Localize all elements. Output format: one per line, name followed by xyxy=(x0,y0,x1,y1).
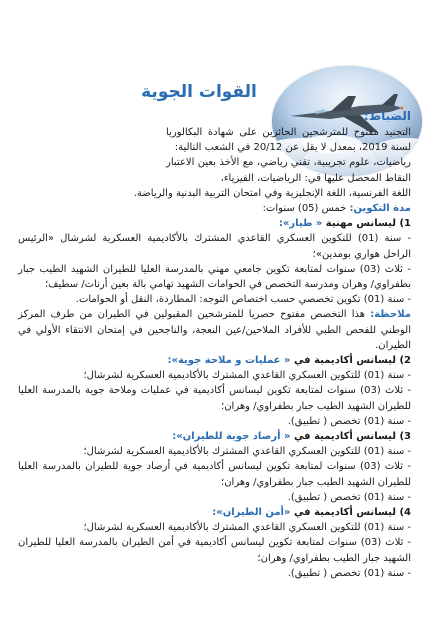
section-1-line-1: - سنة (01) للتكوين العسكري القاعدي المشترك بالأكاديمية العسكرية لشرشال «الرئيس الراحل هواري بومدين»؛ xyxy=(18,233,411,260)
section-3-line-1: - سنة (01) للتكوين العسكري القاعدي المشترك بالأكاديمية العسكرية لشرشال؛ xyxy=(83,446,411,458)
note-label: ملاحظة: xyxy=(370,309,411,321)
section-3-line-2: - ثلاث (03) سنوات لمتابعة تكوين ليسانس أكاديمية في أرصاد جوية للطيران بالمدرسة العليا للطيران الشهيد الطيب جبار بطفراوي/ وهران؛ xyxy=(18,461,411,488)
content xyxy=(18,108,411,581)
section-1-title: ليسانس مهنية xyxy=(325,218,396,230)
section-4-line-2: - ثلاث (03) سنوات لمتابعة تكوين ليسانس أكاديمية في أمن الطيران بالمدرسة العليا للطيران الشهيد جبار الطيب بطفراوي/ وهران؛ xyxy=(18,537,412,564)
section-4-highlight: «أمن الطيران»: xyxy=(212,507,291,519)
section-4-line-1: - سنة (01) للتكوين العسكري القاعدي المشترك بالأكاديمية العسكرية لشرشال؛ xyxy=(83,522,411,534)
section-4-heading xyxy=(18,505,411,520)
page-title: القوات الجوية xyxy=(141,82,257,102)
section-3-title: ليسانس أكاديمية في xyxy=(293,431,396,443)
section-2-line-3: - سنة (01) تخصص ( تطبيق). xyxy=(287,415,411,427)
training-value: خمس (05) سنوات: xyxy=(262,203,347,215)
section-2-number: 2) xyxy=(399,355,411,367)
officers-intro-3: اللغة الفرنسية، اللغة الإنجليزية وفي امتحان التربية البدنية والرياضة. xyxy=(133,187,411,199)
officers-label: الضباط: xyxy=(363,109,411,123)
section-1-highlight: « طيار»: xyxy=(278,218,323,230)
officers-intro-2: رياضيات، علوم تجريبية، تقني رياضي، مع الأخذ بعين الاعتبار النقاط المحصل عليها في: الرياضيات، الفيزياء، xyxy=(166,157,411,184)
section-2-line-2: - ثلاث (03) سنوات لمتابعة تكوين ليسانس أكاديمية في عمليات وملاحة جوية بالمدرسة العليا للطيران الشهيد الطيب جبار بطفراوي/ وهران؛ xyxy=(18,385,411,412)
section-3-number: 3) xyxy=(399,431,411,443)
section-3-line-3: - سنة (01) تخصص ( تطبيق). xyxy=(287,491,411,503)
section-2-title: ليسانس أكاديمية في xyxy=(293,355,396,367)
section-1-note xyxy=(18,307,411,353)
section-3-heading xyxy=(18,429,411,444)
section-2-highlight: « عمليات و ملاحة جوية»: xyxy=(167,355,291,367)
section-1-heading xyxy=(18,216,411,231)
section-4-line-3: - سنة (01) تخصص ( تطبيق). xyxy=(287,567,411,579)
section-1-line-3: - سنة (01) تكوين تخصصي حسب اختصاص التوجه: المطاردة، النقل أو الحوامات. xyxy=(75,294,411,306)
section-4-number: 4) xyxy=(399,507,411,519)
training-duration xyxy=(18,201,411,216)
section-1-line-2: - ثلاث (03) سنوات لمتابعة تكوين جامعي مهني بالمدرسة العليا للطيران الشهيد الطيب جبار بطفراوي/ وهران ومدرسة التخصص في الحوامات الشهيد تهامي بالة بعين أرنات/ سطيف؛ xyxy=(18,263,411,291)
section-4-title: ليسانس أكاديمية في xyxy=(293,507,396,519)
note-text: هذا التخصص مفتوح حصريا للمترشحين المقبولين في الطيران من طرف المركز الوطني للفحص الطبي للأفراد الملاحين/عين النعجة، والناجحين في إمتحان الانتقاء الأولي في الطيران. xyxy=(18,309,411,351)
section-1-number: 1) xyxy=(399,218,411,230)
officers-intro-1: التجنيد مفتوح للمترشحين الحائزين على شهادة البكالوريا لسنة 2019، بمعدل لا يقل عن 20/12 في الشعب التالية: xyxy=(166,127,411,154)
section-3-highlight: « أرصاد جوية للطيران»: xyxy=(172,431,291,443)
training-label: مدة التكوين: xyxy=(349,203,411,215)
section-2-heading xyxy=(18,353,411,368)
section-2-line-1: - سنة (01) للتكوين العسكري القاعدي المشترك بالأكاديمية العسكرية لشرشال؛ xyxy=(83,370,411,382)
page-title-block xyxy=(139,80,259,104)
